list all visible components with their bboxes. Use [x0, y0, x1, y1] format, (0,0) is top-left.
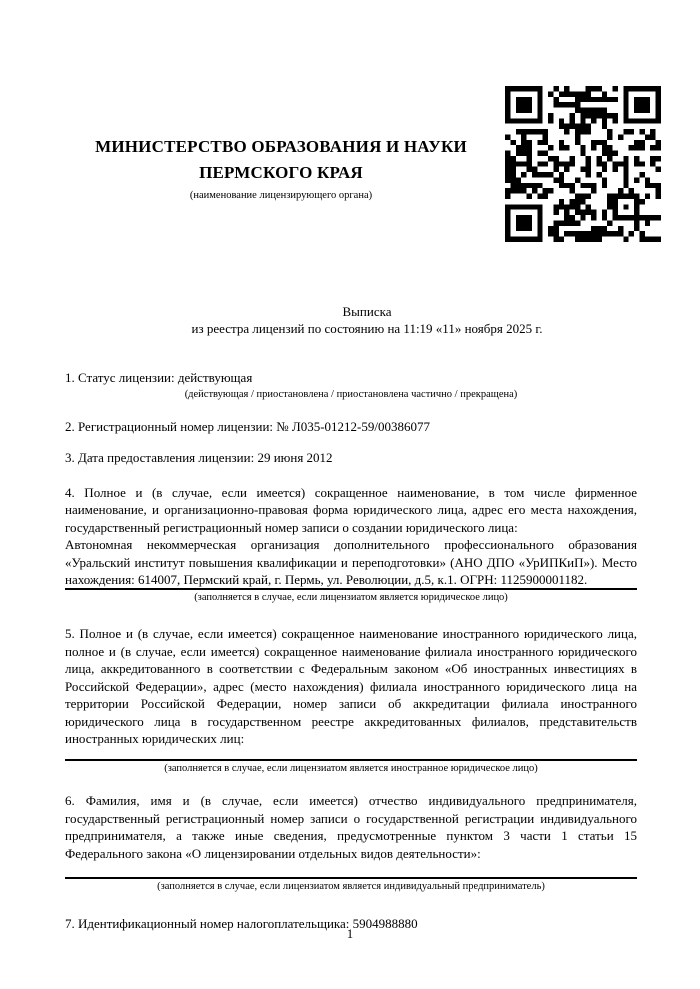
field-legal-entity-answer: Автономная некоммерческая организация дополнительного профессионального образования «Уральский институт повышения квалификации и переподготовки» (АНО ДПО «УрИПКиП»). Место нахождения: 614007, Пермский край, г. Пермь, ул. Революции, д.5, к.1. ОГРН: 1125900001182.: [65, 537, 637, 588]
document-title-line1: Выписка: [342, 304, 392, 319]
qr-code: [505, 86, 661, 242]
ministry-name: [65, 134, 497, 186]
licensing-authority-block: [65, 134, 497, 203]
field-legal-entity-question: 4. Полное и (в случае, если имеется) сокращенное наименование, в том числе фирменное наименование, и организационно-правовая форма юридического лица, адрес его места нахождения, государственный регистрационный номер записи о создании юридического лица:: [65, 485, 637, 535]
separator-line: [65, 759, 637, 761]
field-license-status-note: (действующая / приостановлена / приостановлена частично / прекращена): [184, 389, 518, 401]
document-title-line2: из реестра лицензий по состоянию на 11:19 «11» ноября 2025 г.: [191, 321, 543, 337]
ministry-name-line2: ПЕРМСКОГО КРАЯ: [199, 163, 363, 182]
field-foreign-entity-question: 5. Полное и (в случае, если имеется) сокращенное наименование иностранного юридического лица, полное и (в случае, если имеется) сокращенное наименование филиала иностранного юридического лица, аккредитованного в соответствии с Федеральным законом «Об иностранных инвестициях в Российской Федерации», адрес (место нахождения) филиала иностранного юридического лица на территории Российской Федерации, номер записи об аккредитации филиала иностранного юридического лица в государственном реестре аккредитованных филиалов, представительств иностранных юридических лиц:: [65, 626, 637, 746]
field-inn: 7. Идентификационный номер налогоплательщика: 5904988880: [65, 915, 418, 931]
field-individual-entrepreneur-note: (заполняется в случае, если лицензиатом является индивидуальный предприниматель): [157, 880, 545, 892]
field-registration-number: 2. Регистрационный номер лицензии: № Л035-01212-59/00386077: [65, 419, 431, 435]
field-grant-date: 3. Дата предоставления лицензии: 29 июня 2012: [65, 449, 333, 465]
field-legal-entity: [65, 484, 637, 605]
field-license-status: 1. Статус лицензии: действующая: [65, 369, 253, 385]
field-foreign-entity-note: (заполняется в случае, если лицензиатом является иностранное юридическое лицо): [164, 763, 538, 775]
page-number: 1: [346, 927, 354, 941]
ministry-caption: (наименование лицензирующего органа): [189, 190, 373, 201]
separator-line: [65, 588, 637, 590]
separator-line: [65, 877, 637, 879]
ministry-name-line1: МИНИСТЕРСТВО ОБРАЗОВАНИЯ И НАУКИ: [95, 137, 467, 156]
field-foreign-entity: [65, 625, 637, 776]
document-title: [81, 303, 653, 338]
field-individual-entrepreneur: [65, 792, 637, 894]
field-individual-entrepreneur-question: 6. Фамилия, имя и (в случае, если имеется) отчество индивидуального предпринимателя, государственный регистрационный номер записи о государственной регистрации индивидуального предпринимателя, а также иные сведения, предусмотренные пунктом 3 части 1 статьи 15 Федерального закона «О лицензировании отдельных видов деятельности»:: [65, 793, 637, 861]
field-legal-entity-note: (заполняется в случае, если лицензиатом является юридическое лицо): [194, 592, 508, 604]
qr-code-canvas: [505, 86, 661, 242]
